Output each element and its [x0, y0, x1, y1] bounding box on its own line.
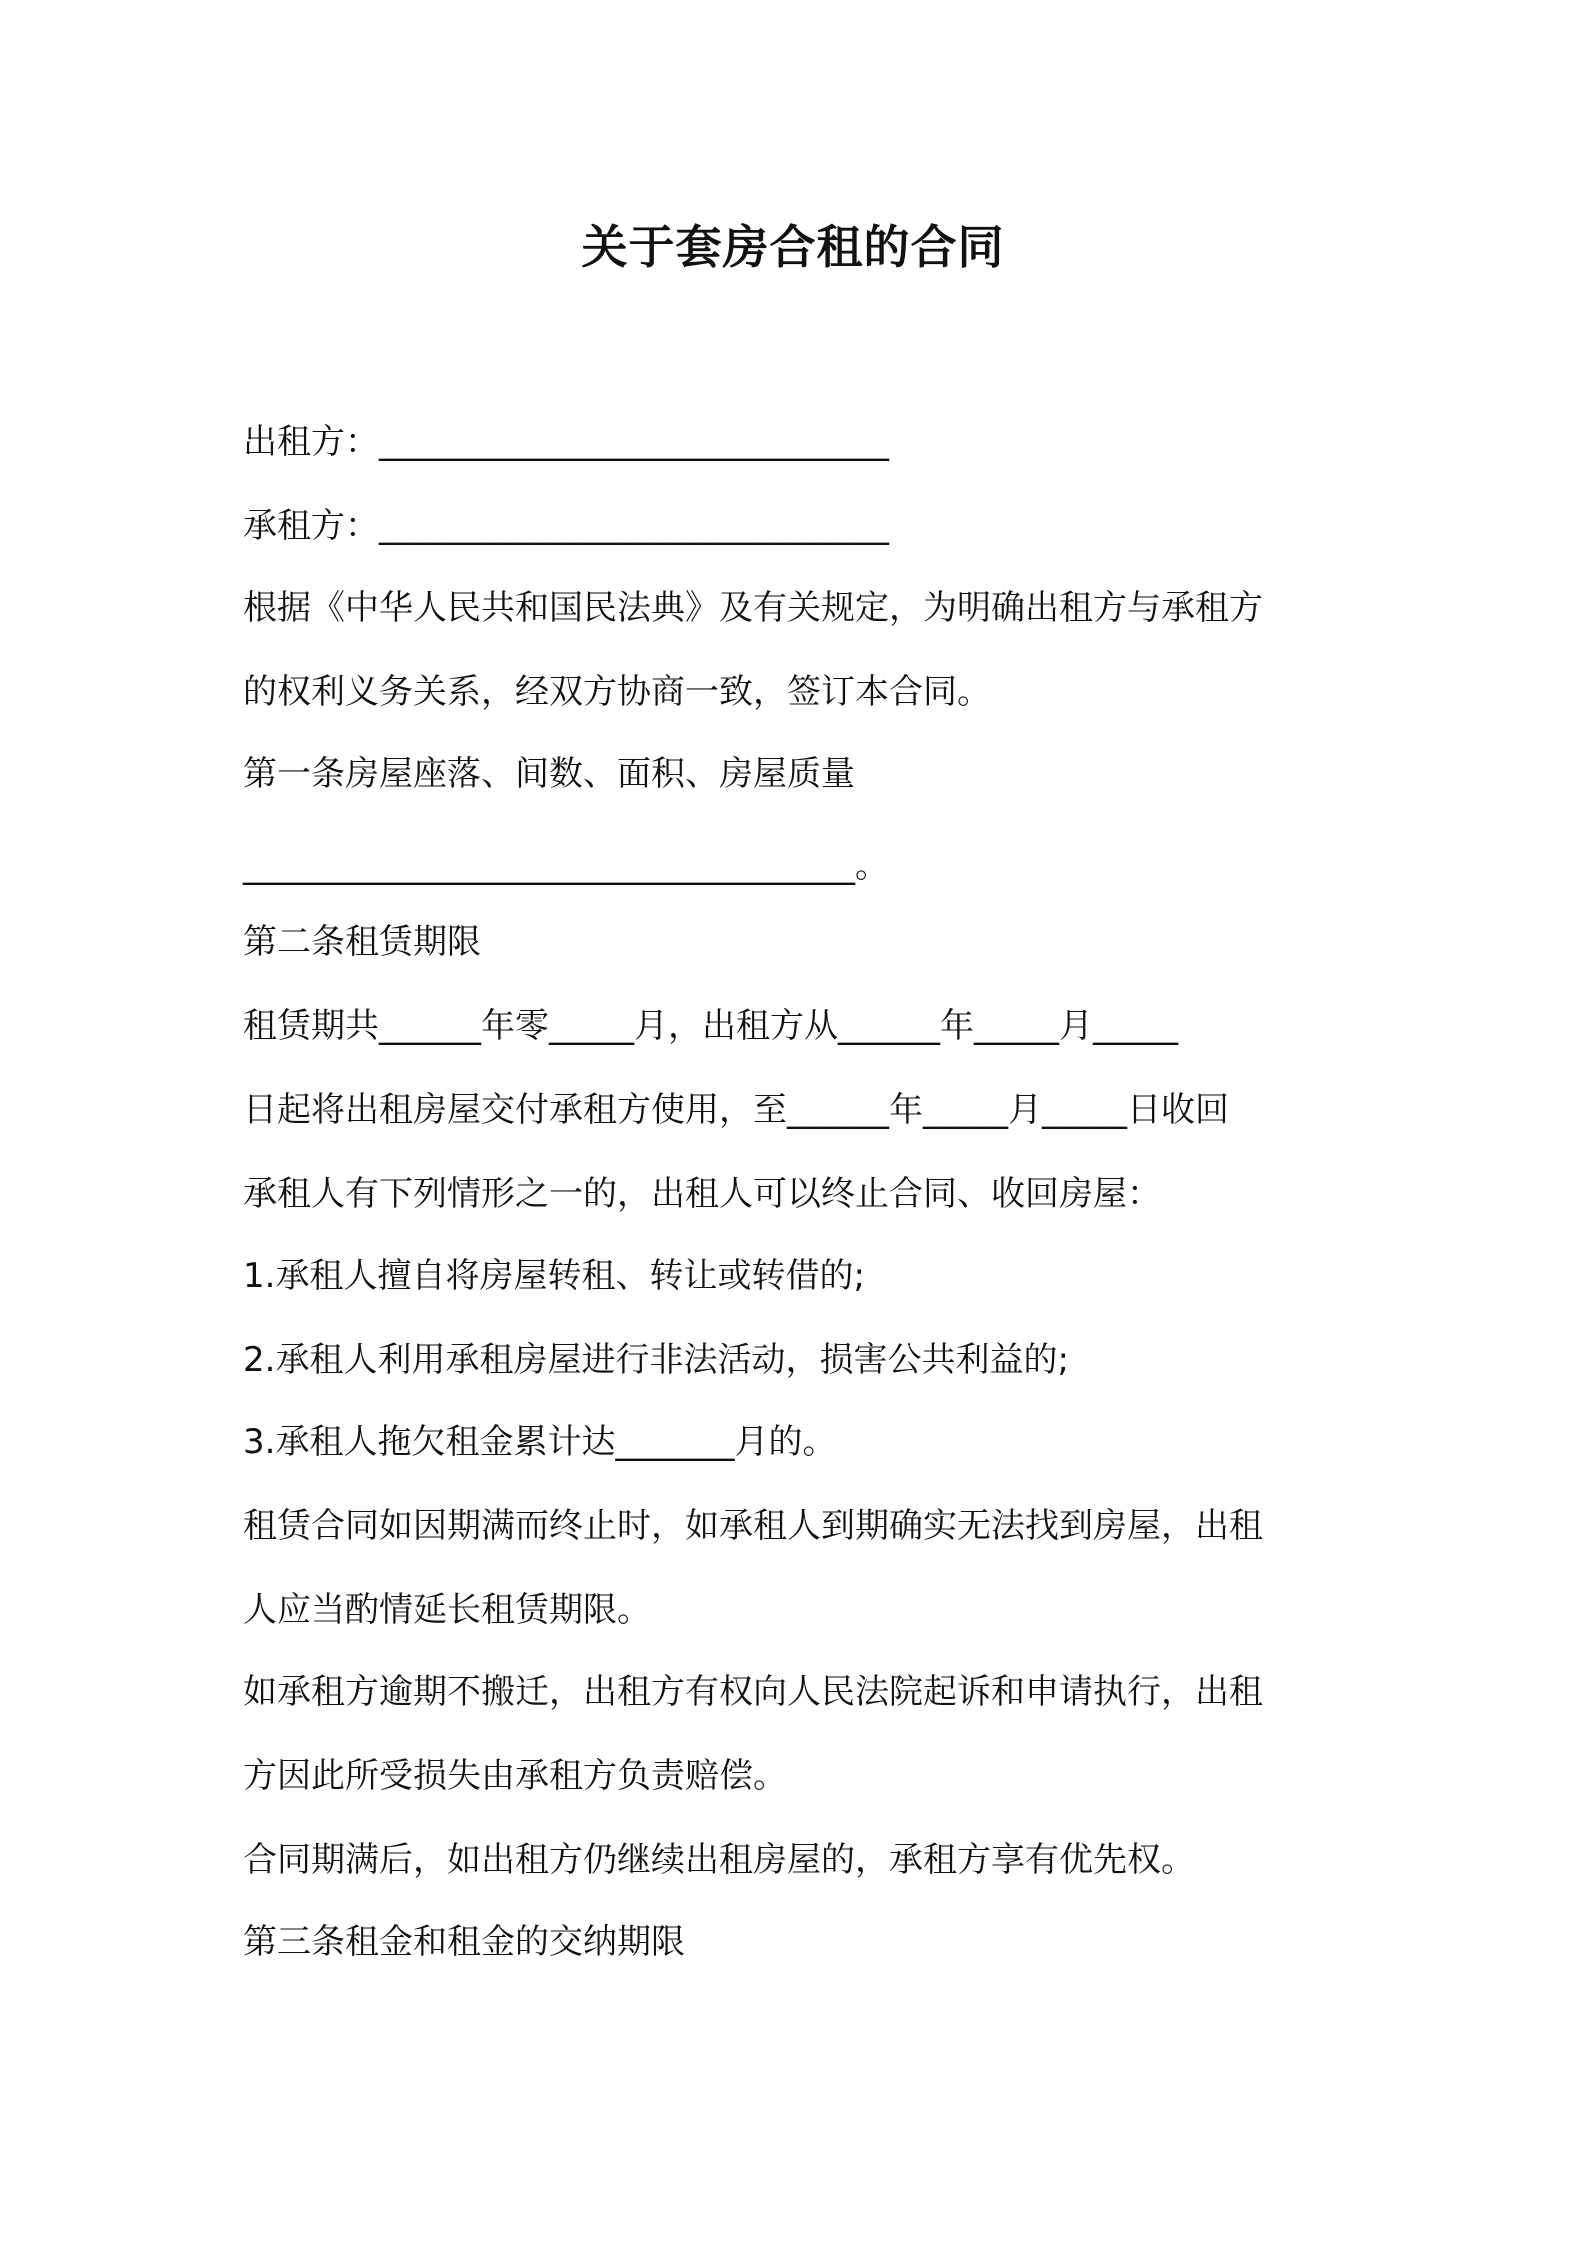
paragraph-line: 合同期满后，如出租方仍继续出租房屋的，承租方享有优先权。: [243, 1840, 1195, 1880]
article-heading: 第一条房屋座落、间数、面积、房屋质量: [243, 754, 855, 794]
paragraph-line: 承租人有下列情形之一的，出租人可以终止合同、收回房屋：: [243, 1174, 1161, 1214]
blank-line: ____________________________________。: [243, 846, 889, 886]
paragraph-line: 如承租方逾期不搬迁，出租方有权向人民法院起诉和申请执行，出租: [243, 1672, 1263, 1712]
list-item: 1.承租人擅自将房屋转租、转让或转借的;: [243, 1256, 865, 1296]
lessee-line: 承租方：______________________________: [243, 506, 889, 546]
paragraph-line: 的权利义务关系，经双方协商一致，签订本合同。: [243, 672, 991, 712]
paragraph-line: 租赁合同如因期满而终止时，如承租人到期确实无法找到房屋，出租: [243, 1506, 1263, 1546]
paragraph-line: 日起将出租房屋交付承租方使用，至______年_____月_____日收回: [243, 1090, 1229, 1130]
article-heading: 第二条租赁期限: [243, 922, 481, 962]
paragraph-line: 根据《中华人民共和国民法典》及有关规定，为明确出租方与承租方: [243, 588, 1263, 628]
paragraph-line: 租赁期共______年零_____月，出租方从______年_____月_____: [243, 1006, 1178, 1046]
article-heading: 第三条租金和租金的交纳期限: [243, 1922, 685, 1962]
list-item: 2.承租人利用承租房屋进行非法活动，损害公共利益的;: [243, 1340, 1069, 1380]
list-item: 3.承租人拖欠租金累计达_______月的。: [243, 1422, 837, 1462]
paragraph-line: 人应当酌情延长租赁期限。: [243, 1590, 651, 1630]
paragraph-line: 方因此所受损失由承租方负责赔偿。: [243, 1756, 787, 1796]
lessor-line: 出租方：______________________________: [243, 422, 889, 462]
document-title: 关于套房合租的合同: [581, 220, 1005, 274]
